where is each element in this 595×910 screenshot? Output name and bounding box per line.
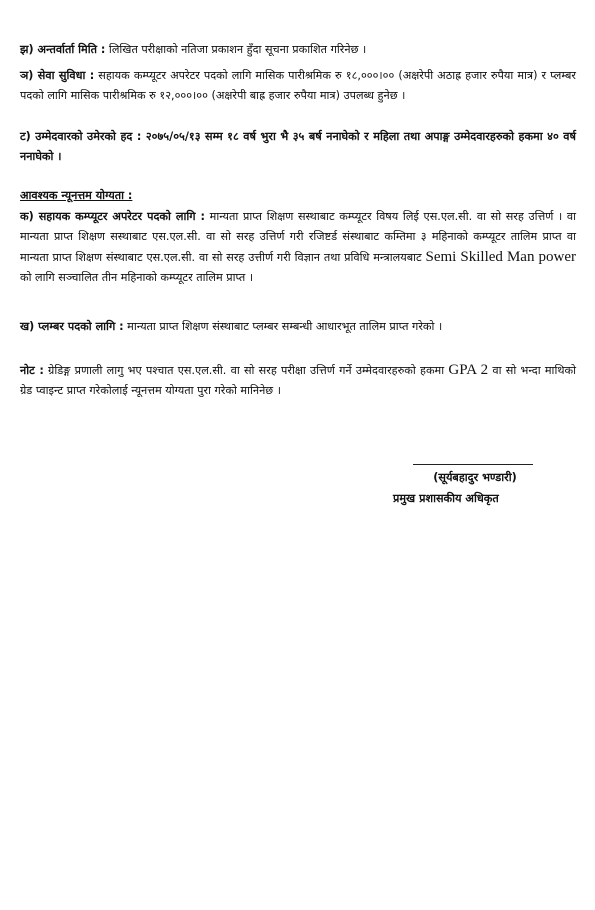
- service-facility-label: ञ) सेवा सुविधा :: [20, 69, 95, 82]
- computer-operator-requirement: [20, 207, 576, 288]
- plumber-label: ख) प्लम्बर पदको लागि :: [20, 320, 124, 333]
- gpa-text: GPA 2: [448, 362, 489, 378]
- age-limit-item: [20, 127, 576, 167]
- signatory-title: प्रमुख प्रशासकीय अधिकृत: [393, 492, 499, 505]
- computer-operator-text-1: मान्यता प्राप्त शिक्षण सस्थाबाट कम्प्यूटर विषय लिई एस.एल.सी. वा सो सरह उत्तिर्ण । वा मान्यता प्राप्त शिक्षण सस्थाबाट एस.एल.सी. वा सो सरह उत्तिर्ण गरी रजिष्टर्ड संस्थाबाट कम्तिमा ३ महिनाको कम्प्यूटर तालिम प्राप्त वा मान्यता प्राप्त शिक्षण संस्थाबाट एस.एल.सी. वा सो सरह उत्तीर्ण गरी विज्ञान तथा प्रविधि मन्त्रालयबाट: [20, 210, 576, 264]
- age-limit-text: ट) उम्मेदवारको उमेरको हद : २०७५/०५/१३ सम्म १८ वर्ष भुरा भै ३५ बर्ष ननाघेको र महिला तथा अपाङ्ग उम्मेदवारहरुको हकमा ४० वर्ष ननाघेको ।: [20, 130, 576, 163]
- interview-date-text: लिखित परीक्षाको नतिजा प्रकाशन हुँदा सूचना प्रकाशित गरिनेछ ।: [105, 43, 367, 56]
- note-text-1: ग्रेडिङ्ग प्रणाली लागु भए पश्चात एस.एल.सी. वा सो सरह परीक्षा उत्तिर्ण गर्ने उम्मेदवारहरुको हकमा: [43, 364, 449, 377]
- service-facility-item: [20, 66, 576, 106]
- note-label: नोट :: [20, 364, 44, 377]
- computer-operator-text-2: को लागि सञ्चालित तीन महिनाको कम्प्यूटर तालिम प्राप्त ।: [20, 271, 254, 284]
- requirements-heading-text: आवश्यक न्यूनत्तम योग्यता :: [20, 189, 133, 202]
- note-text-2: वा सो भन्दा माथिको ग्रेड प्वाइन्ट प्राप्त गरेकोलाई न्यूनत्तम योग्यता पुरा गरेको मानिनेछ ।: [20, 364, 576, 397]
- interview-date-label: झ) अन्तर्वार्ता मिति :: [20, 43, 106, 56]
- requirements-heading: [20, 186, 576, 206]
- note-paragraph: [20, 360, 576, 401]
- semi-skilled-text: Semi Skilled Man power: [425, 249, 576, 265]
- plumber-text: मान्यता प्राप्त शिक्षण संस्थाबाट प्लम्बर सम्बन्धी आधारभूत तालिम प्राप्त गरेको ।: [123, 320, 443, 333]
- computer-operator-label: क) सहायक कम्प्यूटर अपरेटर पदको लागि :: [20, 210, 206, 223]
- signature-line: [413, 464, 533, 465]
- service-facility-text: सहायक कम्प्यूटर अपरेटर पदको लागि मासिक पारीश्रमिक रु १८,०००।०० (अक्षरेपी अठाह्र हजार रुपैया मात्र) र प्लम्बर पदको लागि मासिक पारीश्रमिक रु १२,०००।०० (अक्षरेपी बाह्र हजार रुपैया मात्र) उपलब्ध हुनेछ ।: [20, 69, 576, 102]
- interview-date-item: [20, 40, 576, 60]
- plumber-requirement: [20, 317, 576, 337]
- signatory-name: (सूर्यबहादुर भण्डारी): [433, 471, 517, 484]
